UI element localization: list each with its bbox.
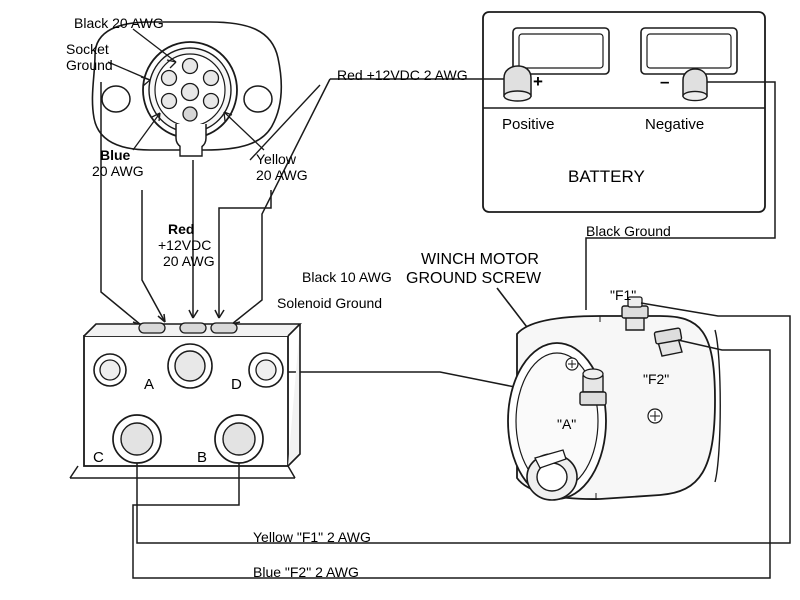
label-red-12vdc-line2: +12VDC — [158, 237, 212, 253]
label-solenoid-a: A — [144, 376, 155, 393]
winch-motor-component — [508, 297, 720, 500]
label-yellow-20awg-line1: Yellow — [256, 151, 296, 167]
label-yellow-20awg-line2: 20 AWG — [256, 167, 308, 183]
label-red-12vdc-line1: Red — [168, 221, 195, 237]
label-blue-20awg-line2: 20 AWG — [92, 163, 144, 179]
label-solenoid-c: C — [93, 449, 104, 466]
label-winch-motor-ground-line2: GROUND SCREW — [406, 270, 542, 287]
label-motor-a: "A" — [557, 416, 577, 432]
label-solenoid-b: B — [197, 449, 208, 466]
label-winch-motor-ground-line1: WINCH MOTOR — [421, 251, 539, 268]
label-red-12vdc-2awg: Red +12VDC 2 AWG — [337, 67, 468, 83]
label-socket-ground-line1: Socket — [66, 41, 109, 57]
label-battery-minus: – — [660, 72, 670, 91]
label-motor-f2: "F2" — [643, 371, 670, 387]
label-blue-20awg-line1: Blue — [100, 147, 131, 163]
solenoid-component — [70, 323, 300, 478]
label-yellow-f1-2awg: Yellow "F1" 2 AWG — [253, 529, 371, 545]
label-black-10awg: Black 10 AWG — [302, 269, 392, 285]
socket-assembly — [92, 22, 281, 156]
label-battery-name: BATTERY — [568, 167, 645, 186]
label-socket-ground-line2: Ground — [66, 57, 113, 73]
label-solenoid-d: D — [231, 376, 242, 393]
label-battery-positive: Positive — [502, 116, 555, 133]
label-red-12vdc-line3: 20 AWG — [163, 253, 215, 269]
label-black-20awg: Black 20 AWG — [74, 15, 164, 31]
label-battery-plus: + — [533, 72, 543, 91]
label-blue-f2-2awg: Blue "F2" 2 AWG — [253, 564, 359, 580]
label-black-ground: Black Ground — [586, 223, 671, 239]
label-motor-f1: "F1" — [610, 287, 637, 303]
label-battery-negative: Negative — [645, 116, 705, 133]
label-solenoid-ground: Solenoid Ground — [277, 295, 383, 311]
